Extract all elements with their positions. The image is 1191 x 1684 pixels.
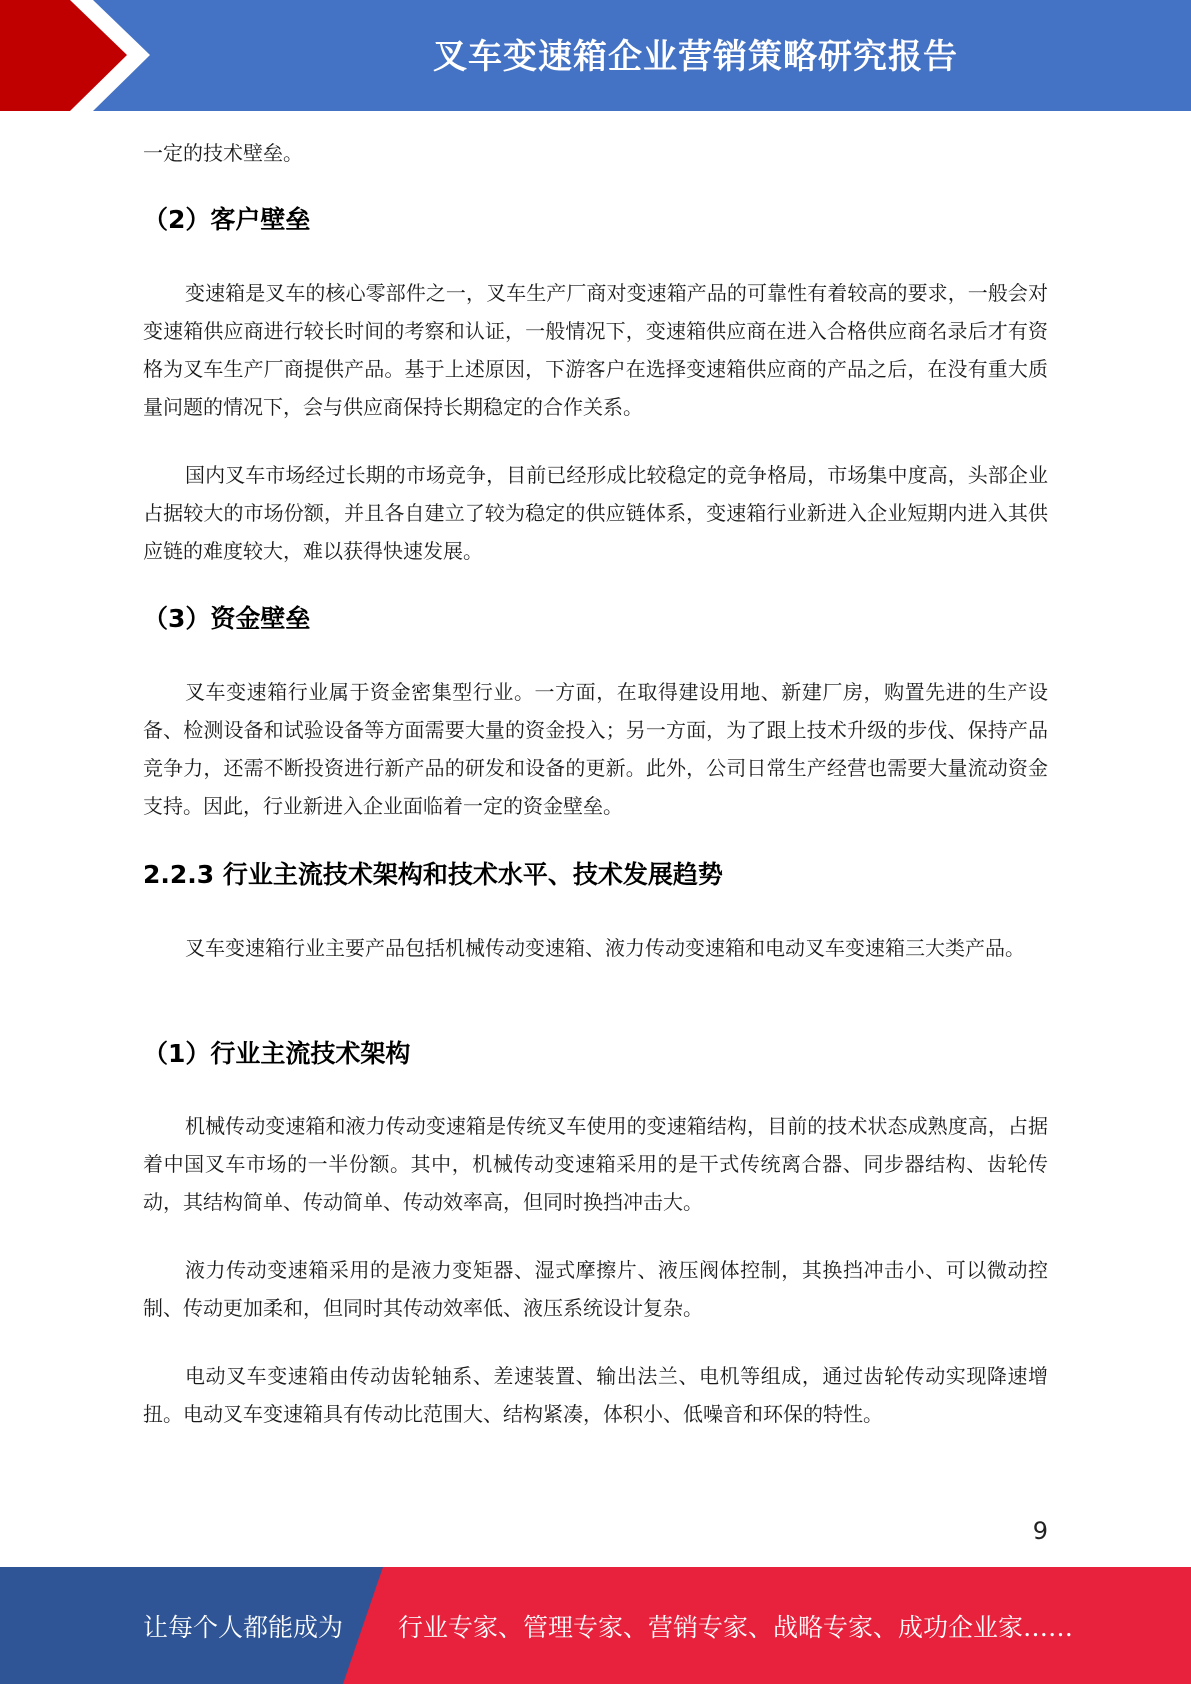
- page-number: 9: [1032, 1517, 1048, 1545]
- heading-capital-barrier: （3）资金壁垒: [143, 604, 311, 633]
- paragraph-customer-2: 国内叉车市场经过长期的市场竞争，目前已经形成比较稳定的竞争格局，市场集中度高，头部企业占据较大的市场份额，并且各自建立了较为稳定的供应链体系，变速箱行业新进入企业短期内进入其供应链的难度较大，难以获得快速发展。: [143, 463, 1048, 563]
- paragraph-customer-1: 变速箱是叉车的核心零部件之一，叉车生产厂商对变速箱产品的可靠性有着较高的要求，一般会对变速箱供应商进行较长时间的考察和认证，一般情况下，变速箱供应商在进入合格供应商名录后才有资格为叉车生产厂商提供产品。基于上述原因，下游客户在选择变速箱供应商的产品之后，在没有重大质量问题的情况下，会与供应商保持长期稳定的合作关系。: [143, 281, 1048, 419]
- paragraph-capital: 叉车变速箱行业属于资金密集型行业。一方面，在取得建设用地、新建厂房，购置先进的生产设备、检测设备和试验设备等方面需要大量的资金投入；另一方面，为了跟上技术升级的步伐、保持产品竞争力，还需不断投资进行新产品的研发和设备的更新。此外，公司日常生产经营也需要大量流动资金支持。因此，行业新进入企业面临着一定的资金壁垒。: [143, 680, 1048, 818]
- header-chevron-icon: [0, 0, 160, 111]
- paragraph-architecture-1: 机械传动变速箱和液力传动变速箱是传统叉车使用的变速箱结构，目前的技术状态成熟度高，占据着中国叉车市场的一半份额。其中，机械传动变速箱采用的是干式传统离合器、同步器结构、齿轮传动，其结构简单、传动简单、传动效率高，但同时换挡冲击大。: [143, 1114, 1048, 1214]
- paragraph-architecture-3: 电动叉车变速箱由传动齿轮轴系、差速装置、输出法兰、电机等组成，通过齿轮传动实现降速增扭。电动叉车变速箱具有传动比范围大、结构紧凑，体积小、低噪音和环保的特性。: [143, 1364, 1048, 1426]
- page-footer: [0, 1567, 1191, 1684]
- paragraph-intro-tail: 一定的技术壁垒。: [143, 141, 303, 165]
- heading-customer-barrier: （2）客户壁垒: [143, 205, 311, 234]
- paragraph-architecture-2: 液力传动变速箱采用的是液力变矩器、湿式摩擦片、液压阀体控制，其换挡冲击小、可以微动控制、传动更加柔和，但同时其传动效率低、液压系统设计复杂。: [143, 1258, 1048, 1320]
- page-header: [0, 0, 1191, 111]
- footer-slogan-left: 让每个人都能成为: [143, 1612, 344, 1642]
- report-title: 叉车变速箱企业营销策略研究报告: [433, 36, 958, 77]
- heading-tech-architecture: （1）行业主流技术架构: [143, 1039, 411, 1068]
- heading-section-2-2-3: 2.2.3 行业主流技术架构和技术水平、技术发展趋势: [143, 860, 723, 889]
- paragraph-section-intro: 叉车变速箱行业主要产品包括机械传动变速箱、液力传动变速箱和电动叉车变速箱三大类产品。: [185, 936, 1025, 960]
- footer-slogan-right: 行业专家、管理专家、营销专家、战略专家、成功企业家……: [398, 1612, 1074, 1642]
